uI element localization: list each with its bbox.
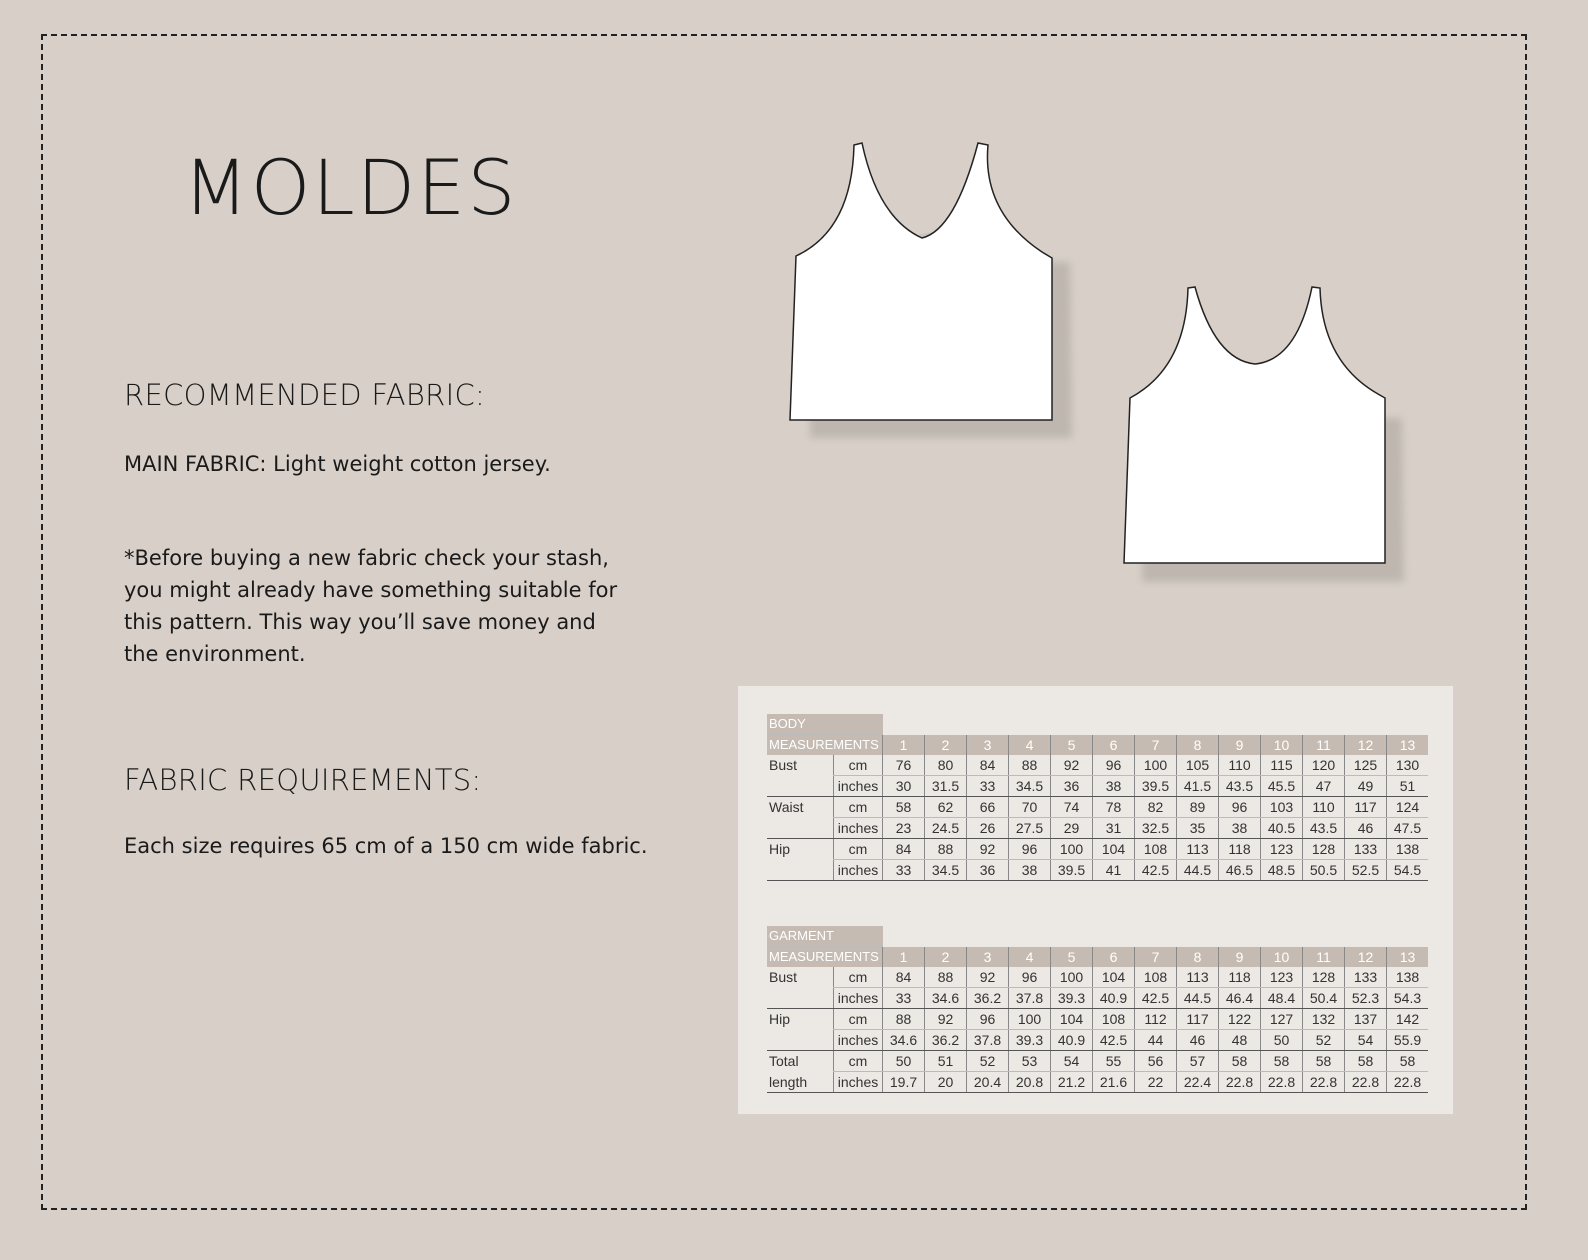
size-header-cell: 13 bbox=[1387, 947, 1429, 968]
stash-note: *Before buying a new fabric check your stash, you might already have something suitable for this pattern. This way you’ll save money and the environment. bbox=[124, 546, 618, 666]
value-cell: 22.8 bbox=[1303, 1072, 1345, 1093]
value-cell: 62 bbox=[925, 797, 967, 818]
value-cell: 31 bbox=[1093, 818, 1135, 839]
value-cell: 38 bbox=[1093, 776, 1135, 797]
value-cell: 84 bbox=[967, 755, 1009, 776]
value-cell: 22 bbox=[1135, 1072, 1177, 1093]
value-cell: 80 bbox=[925, 755, 967, 776]
measurement-label: Total bbox=[769, 1053, 799, 1070]
value-cell: 22.8 bbox=[1261, 1072, 1303, 1093]
value-cell: 42.5 bbox=[1093, 1030, 1135, 1051]
value-cell: 20 bbox=[925, 1072, 967, 1093]
table-title-line2: MEASUREMENTS bbox=[767, 735, 883, 756]
value-cell: 24.5 bbox=[925, 818, 967, 839]
value-cell: 54.5 bbox=[1387, 860, 1429, 881]
size-header-cell: 12 bbox=[1345, 735, 1387, 756]
value-cell: 133 bbox=[1345, 967, 1387, 988]
value-cell: 36 bbox=[1051, 776, 1093, 797]
value-cell: 32.5 bbox=[1135, 818, 1177, 839]
value-cell: 142 bbox=[1387, 1009, 1429, 1030]
value-cell: 50.5 bbox=[1303, 860, 1345, 881]
value-cell: 125 bbox=[1345, 755, 1387, 776]
value-cell: 57 bbox=[1177, 1051, 1219, 1072]
measurement-label: Waist bbox=[769, 799, 804, 816]
value-cell: 103 bbox=[1261, 797, 1303, 818]
size-header-cell: 2 bbox=[925, 947, 967, 968]
value-cell: 27.5 bbox=[1009, 818, 1051, 839]
size-header-cell: 8 bbox=[1177, 735, 1219, 756]
value-cell: 70 bbox=[1009, 797, 1051, 818]
value-cell: 36.2 bbox=[967, 988, 1009, 1009]
value-cell: 46 bbox=[1345, 818, 1387, 839]
value-cell: 88 bbox=[883, 1009, 925, 1030]
garment-measurements-table bbox=[767, 926, 1428, 1093]
value-cell: 31.5 bbox=[925, 776, 967, 797]
value-cell: 51 bbox=[925, 1051, 967, 1072]
value-cell: 43.5 bbox=[1219, 776, 1261, 797]
tank-top-front-illustration bbox=[790, 143, 1072, 438]
value-cell: 21.2 bbox=[1051, 1072, 1093, 1093]
value-cell: 29 bbox=[1051, 818, 1093, 839]
value-cell: 96 bbox=[1009, 839, 1051, 860]
value-cell: 100 bbox=[1135, 755, 1177, 776]
page-title: MOLDES bbox=[183, 143, 518, 232]
measurement-label bbox=[767, 860, 834, 881]
main-fabric-text: MAIN FABRIC: Light weight cotton jersey. bbox=[124, 452, 551, 476]
value-cell: 41.5 bbox=[1177, 776, 1219, 797]
value-cell: 78 bbox=[1093, 797, 1135, 818]
value-cell: 48.5 bbox=[1261, 860, 1303, 881]
value-cell: 38 bbox=[1219, 818, 1261, 839]
size-header-row bbox=[767, 947, 1428, 968]
value-cell: 43.5 bbox=[1303, 818, 1345, 839]
table-row bbox=[767, 797, 1428, 818]
body-measurements-table bbox=[767, 714, 1428, 881]
fabric-requirements-text: Each size requires 65 cm of a 150 cm wide fabric. bbox=[124, 834, 648, 858]
value-cell: 52.3 bbox=[1345, 988, 1387, 1009]
value-cell: 44.5 bbox=[1177, 988, 1219, 1009]
size-header-cell: 7 bbox=[1135, 735, 1177, 756]
value-cell: 40.5 bbox=[1261, 818, 1303, 839]
value-cell: 46 bbox=[1177, 1030, 1219, 1051]
value-cell: 34.5 bbox=[925, 860, 967, 881]
table-row bbox=[767, 1051, 1428, 1072]
value-cell: 33 bbox=[967, 776, 1009, 797]
value-cell: 88 bbox=[925, 839, 967, 860]
measurement-label bbox=[767, 1030, 834, 1051]
value-cell: 54 bbox=[1051, 1051, 1093, 1072]
value-cell: 84 bbox=[883, 967, 925, 988]
value-cell: 38 bbox=[1009, 860, 1051, 881]
value-cell: 58 bbox=[883, 797, 925, 818]
value-cell: 51 bbox=[1387, 776, 1429, 797]
value-cell: 47 bbox=[1303, 776, 1345, 797]
value-cell: 34.6 bbox=[925, 988, 967, 1009]
value-cell: 122 bbox=[1219, 1009, 1261, 1030]
size-header-row bbox=[767, 735, 1428, 756]
measurement-label bbox=[767, 818, 834, 839]
value-cell: 39.3 bbox=[1051, 988, 1093, 1009]
value-cell: 117 bbox=[1177, 1009, 1219, 1030]
value-cell: 130 bbox=[1387, 755, 1429, 776]
value-cell: 48.4 bbox=[1261, 988, 1303, 1009]
value-cell: 108 bbox=[1135, 967, 1177, 988]
value-cell: 117 bbox=[1345, 797, 1387, 818]
value-cell: 50 bbox=[1261, 1030, 1303, 1051]
value-cell: 112 bbox=[1135, 1009, 1177, 1030]
table-title-line1: BODY bbox=[767, 714, 883, 735]
value-cell: 88 bbox=[1009, 755, 1051, 776]
measurement-label bbox=[767, 988, 834, 1009]
value-cell: 21.6 bbox=[1093, 1072, 1135, 1093]
size-header-cell: 4 bbox=[1009, 947, 1051, 968]
size-header-cell: 9 bbox=[1219, 947, 1261, 968]
fabric-requirements-heading: FABRIC REQUIREMENTS: bbox=[124, 763, 482, 797]
value-cell: 127 bbox=[1261, 1009, 1303, 1030]
size-header-cell: 3 bbox=[967, 947, 1009, 968]
value-cell: 22.4 bbox=[1177, 1072, 1219, 1093]
value-cell: 74 bbox=[1051, 797, 1093, 818]
value-cell: 92 bbox=[967, 839, 1009, 860]
value-cell: 115 bbox=[1261, 755, 1303, 776]
value-cell: 36 bbox=[967, 860, 1009, 881]
size-header-cell: 9 bbox=[1219, 735, 1261, 756]
value-cell: 113 bbox=[1177, 839, 1219, 860]
value-cell: 37.8 bbox=[967, 1030, 1009, 1051]
value-cell: 96 bbox=[1093, 755, 1135, 776]
unit-cell: cm bbox=[834, 839, 883, 860]
unit-cell: inches bbox=[834, 1030, 883, 1051]
size-header-cell: 11 bbox=[1303, 735, 1345, 756]
value-cell: 26 bbox=[967, 818, 1009, 839]
value-cell: 23 bbox=[883, 818, 925, 839]
size-header-cell: 4 bbox=[1009, 735, 1051, 756]
value-cell: 100 bbox=[1051, 967, 1093, 988]
recommended-fabric-heading: RECOMMENDED FABRIC: bbox=[124, 378, 486, 412]
value-cell: 44 bbox=[1135, 1030, 1177, 1051]
table-row bbox=[767, 860, 1428, 881]
value-cell: 92 bbox=[925, 1009, 967, 1030]
value-cell: 39.5 bbox=[1135, 776, 1177, 797]
value-cell: 96 bbox=[1009, 967, 1051, 988]
value-cell: 58 bbox=[1345, 1051, 1387, 1072]
unit-cell: cm bbox=[834, 1009, 883, 1030]
value-cell: 53 bbox=[1009, 1051, 1051, 1072]
value-cell: 84 bbox=[883, 839, 925, 860]
value-cell: 124 bbox=[1387, 797, 1429, 818]
value-cell: 35 bbox=[1177, 818, 1219, 839]
measurement-label: Bust bbox=[769, 969, 798, 986]
value-cell: 46.5 bbox=[1219, 860, 1261, 881]
value-cell: 82 bbox=[1135, 797, 1177, 818]
value-cell: 108 bbox=[1093, 1009, 1135, 1030]
value-cell: 50.4 bbox=[1303, 988, 1345, 1009]
size-header-cell: 2 bbox=[925, 735, 967, 756]
value-cell: 58 bbox=[1261, 1051, 1303, 1072]
value-cell: 108 bbox=[1135, 839, 1177, 860]
value-cell: 105 bbox=[1177, 755, 1219, 776]
value-cell: 47.5 bbox=[1387, 818, 1429, 839]
table-row bbox=[767, 1072, 1428, 1093]
size-header-cell: 10 bbox=[1261, 947, 1303, 968]
value-cell: 58 bbox=[1303, 1051, 1345, 1072]
table-row bbox=[767, 818, 1428, 839]
measurement-label bbox=[767, 776, 834, 797]
unit-cell: inches bbox=[834, 776, 883, 797]
size-header-cell: 5 bbox=[1051, 947, 1093, 968]
size-header-cell: 6 bbox=[1093, 735, 1135, 756]
value-cell: 52.5 bbox=[1345, 860, 1387, 881]
value-cell: 110 bbox=[1219, 755, 1261, 776]
value-cell: 89 bbox=[1177, 797, 1219, 818]
value-cell: 138 bbox=[1387, 967, 1429, 988]
value-cell: 58 bbox=[1387, 1051, 1429, 1072]
value-cell: 104 bbox=[1051, 1009, 1093, 1030]
size-header-cell: 13 bbox=[1387, 735, 1429, 756]
unit-cell: cm bbox=[834, 1051, 883, 1072]
value-cell: 19.7 bbox=[883, 1072, 925, 1093]
unit-cell: inches bbox=[834, 860, 883, 881]
table-header-row bbox=[767, 714, 1428, 735]
value-cell: 96 bbox=[1219, 797, 1261, 818]
header-spacer bbox=[883, 926, 1429, 947]
value-cell: 56 bbox=[1135, 1051, 1177, 1072]
value-cell: 52 bbox=[967, 1051, 1009, 1072]
value-cell: 50 bbox=[883, 1051, 925, 1072]
table-row bbox=[767, 967, 1428, 988]
value-cell: 100 bbox=[1051, 839, 1093, 860]
value-cell: 33 bbox=[883, 860, 925, 881]
value-cell: 22.8 bbox=[1219, 1072, 1261, 1093]
value-cell: 20.4 bbox=[967, 1072, 1009, 1093]
value-cell: 110 bbox=[1303, 797, 1345, 818]
value-cell: 46.4 bbox=[1219, 988, 1261, 1009]
unit-cell: inches bbox=[834, 818, 883, 839]
value-cell: 22.8 bbox=[1387, 1072, 1429, 1093]
value-cell: 34.6 bbox=[883, 1030, 925, 1051]
value-cell: 104 bbox=[1093, 967, 1135, 988]
value-cell: 123 bbox=[1261, 839, 1303, 860]
value-cell: 118 bbox=[1219, 967, 1261, 988]
size-header-cell: 8 bbox=[1177, 947, 1219, 968]
value-cell: 76 bbox=[883, 755, 925, 776]
value-cell: 96 bbox=[967, 1009, 1009, 1030]
value-cell: 52 bbox=[1303, 1030, 1345, 1051]
value-cell: 40.9 bbox=[1051, 1030, 1093, 1051]
value-cell: 104 bbox=[1093, 839, 1135, 860]
value-cell: 49 bbox=[1345, 776, 1387, 797]
table-row bbox=[767, 755, 1428, 776]
value-cell: 123 bbox=[1261, 967, 1303, 988]
value-cell: 41 bbox=[1093, 860, 1135, 881]
unit-cell: cm bbox=[834, 755, 883, 776]
value-cell: 100 bbox=[1009, 1009, 1051, 1030]
size-header-cell: 10 bbox=[1261, 735, 1303, 756]
tank-top-back-illustration bbox=[1124, 287, 1404, 582]
unit-cell: inches bbox=[834, 1072, 883, 1093]
value-cell: 54 bbox=[1345, 1030, 1387, 1051]
value-cell: 39.5 bbox=[1051, 860, 1093, 881]
table-row bbox=[767, 1030, 1428, 1051]
value-cell: 88 bbox=[925, 967, 967, 988]
size-header-cell: 11 bbox=[1303, 947, 1345, 968]
value-cell: 92 bbox=[1051, 755, 1093, 776]
table-title-line2: MEASUREMENTS bbox=[767, 947, 883, 968]
size-header-cell: 12 bbox=[1345, 947, 1387, 968]
unit-cell: inches bbox=[834, 988, 883, 1009]
size-header-cell: 1 bbox=[883, 735, 925, 756]
value-cell: 39.3 bbox=[1009, 1030, 1051, 1051]
value-cell: 44.5 bbox=[1177, 860, 1219, 881]
value-cell: 48 bbox=[1219, 1030, 1261, 1051]
size-header-cell: 7 bbox=[1135, 947, 1177, 968]
size-header-cell: 5 bbox=[1051, 735, 1093, 756]
value-cell: 128 bbox=[1303, 839, 1345, 860]
value-cell: 55.9 bbox=[1387, 1030, 1429, 1051]
measurement-label: length bbox=[767, 1072, 834, 1093]
value-cell: 20.8 bbox=[1009, 1072, 1051, 1093]
unit-cell: cm bbox=[834, 967, 883, 988]
value-cell: 113 bbox=[1177, 967, 1219, 988]
table-row bbox=[767, 1009, 1428, 1030]
measurement-label: Hip bbox=[769, 1011, 791, 1028]
value-cell: 37.8 bbox=[1009, 988, 1051, 1009]
value-cell: 66 bbox=[967, 797, 1009, 818]
table-title-line1: GARMENT bbox=[767, 926, 883, 947]
value-cell: 54.3 bbox=[1387, 988, 1429, 1009]
value-cell: 45.5 bbox=[1261, 776, 1303, 797]
value-cell: 137 bbox=[1345, 1009, 1387, 1030]
size-header-cell: 3 bbox=[967, 735, 1009, 756]
value-cell: 128 bbox=[1303, 967, 1345, 988]
size-header-cell: 6 bbox=[1093, 947, 1135, 968]
table-row bbox=[767, 839, 1428, 860]
unit-cell: cm bbox=[834, 797, 883, 818]
value-cell: 33 bbox=[883, 988, 925, 1009]
value-cell: 92 bbox=[967, 967, 1009, 988]
value-cell: 133 bbox=[1345, 839, 1387, 860]
value-cell: 42.5 bbox=[1135, 988, 1177, 1009]
value-cell: 118 bbox=[1219, 839, 1261, 860]
table-row bbox=[767, 988, 1428, 1009]
value-cell: 55 bbox=[1093, 1051, 1135, 1072]
value-cell: 120 bbox=[1303, 755, 1345, 776]
measurement-label: Bust bbox=[769, 757, 798, 774]
measurement-label: Hip bbox=[769, 841, 791, 858]
header-spacer bbox=[883, 714, 1429, 735]
value-cell: 132 bbox=[1303, 1009, 1345, 1030]
value-cell: 42.5 bbox=[1135, 860, 1177, 881]
value-cell: 138 bbox=[1387, 839, 1429, 860]
table-row bbox=[767, 776, 1428, 797]
size-header-cell: 1 bbox=[883, 947, 925, 968]
value-cell: 34.5 bbox=[1009, 776, 1051, 797]
value-cell: 36.2 bbox=[925, 1030, 967, 1051]
value-cell: 58 bbox=[1219, 1051, 1261, 1072]
value-cell: 22.8 bbox=[1345, 1072, 1387, 1093]
value-cell: 40.9 bbox=[1093, 988, 1135, 1009]
value-cell: 30 bbox=[883, 776, 925, 797]
table-header-row bbox=[767, 926, 1428, 947]
